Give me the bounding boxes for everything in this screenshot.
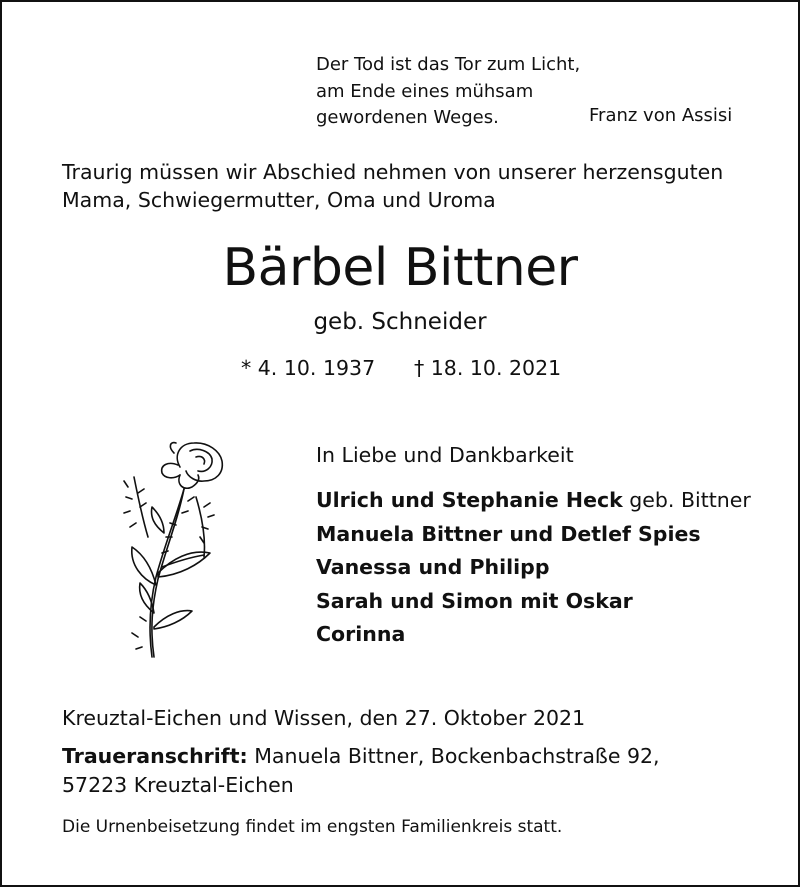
address-label: Traueranschrift: <box>62 744 248 768</box>
place-date: Kreuztal-Eichen und Wissen, den 27. Oktober 2021 <box>62 706 586 730</box>
rose-icon <box>118 437 228 667</box>
mourner-names-2: Manuela Bittner und Detlef Spies <box>316 521 701 546</box>
mourner-names-4: Sarah und Simon mit Oskar <box>316 588 633 613</box>
birth-date: * 4. 10. 1937 <box>241 356 376 380</box>
mourner-names-5: Corinna <box>316 622 406 646</box>
mourner-line-3 <box>316 551 751 585</box>
deceased-name: Bärbel Bittner <box>222 238 578 298</box>
burial-note: Die Urnenbeisetzung findet im engsten Familienkreis statt. <box>62 817 563 837</box>
quote <box>316 52 580 132</box>
quote-line-1: Der Tod ist das Tor zum Licht, <box>316 54 581 75</box>
mourning-address <box>62 742 660 800</box>
mourner-names-3: Vanessa und Philipp <box>316 555 550 579</box>
mourners-list <box>316 484 751 652</box>
thanks-line: In Liebe und Dankbarkeit <box>316 443 574 467</box>
mourner-names-1: Ulrich und Stephanie Heck <box>316 488 623 512</box>
address-line-2: 57223 Kreuztal-Eichen <box>62 773 294 797</box>
birth-name: geb. Schneider <box>313 309 487 335</box>
quote-line-2: am Ende eines mühsam <box>316 80 534 102</box>
mourner-birthname-1: geb. Bittner <box>622 488 751 512</box>
quote-author: Franz von Assisi <box>589 105 733 126</box>
intro-line-2: Mama, Schwiegermutter, Oma und Uroma <box>62 188 496 212</box>
quote-line-3: gewordenen Weges. <box>316 107 499 128</box>
address-line-1 <box>62 742 660 771</box>
mourner-line-5 <box>316 618 751 652</box>
mourner-line-1 <box>316 484 751 518</box>
address-street: Manuela Bittner, Bockenbachstraße 92, <box>247 744 660 768</box>
death-date: † 18. 10. 2021 <box>414 356 562 380</box>
intro-line-1: Traurig müssen wir Abschied nehmen von unserer herzensguten <box>62 160 724 184</box>
mourner-line-2 <box>316 518 751 552</box>
intro-text <box>62 158 723 214</box>
mourner-line-4 <box>316 585 751 619</box>
